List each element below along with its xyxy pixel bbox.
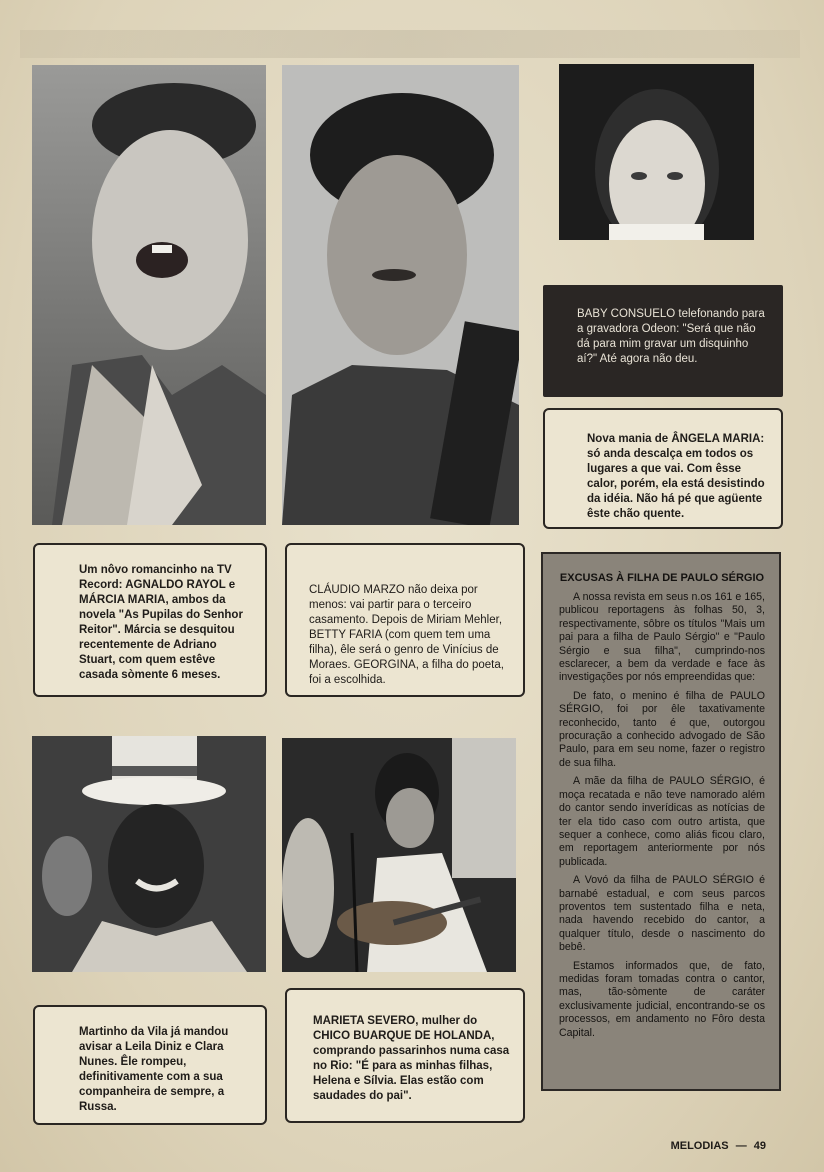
caption-claudio-marzo [285,543,525,697]
photo-baby-consuelo [559,64,754,240]
notice-paragraph: A Vovó da filha de PAULO SÉRGIO é barnabé estadual, e com seus parcos proventos tem sustentado filha e neta, nada havendo recebido do cantor, a qualquer título, desde o nascimento do bebê. [559,874,765,954]
notice-paragraph: De fato, o menino é filha de PAULO SÉRGIO, foi por êle taxativamente reconhecido, tanto é que, outorgou procuração a conhecido advogado de São Paulo, para em seu nome, fazer o registro de sua filha. [559,689,765,769]
caption-martinho-da-vila [33,1005,267,1125]
caption-angela-maria-text: Nova mania de ÂNGELA MARIA: só anda descalça em todos os lugares a que vai. Com êsse calor, porém, ela está desistindo da idéia. Não há pé que agüente êste chão quente. [587,433,765,520]
page-footer [667,1140,766,1152]
show-through-text [20,30,800,58]
caption-angela-maria [543,408,783,529]
caption-martinho-da-vila-text: Martinho da Vila já mandou avisar a Leila Diniz e Clara Nunes. Êle rompeu, definitivamente com a sua companheira de sempre, a Russa. [79,1026,229,1113]
photo-martinho-da-vila [32,736,266,972]
caption-agnaldo-rayol-text: Um nôvo romancinho na TV Record: AGNALDO RAYOL e MÁRCIA MARIA, ambos da novela "As Pupilas do Senhor Reitor". Márcia se desquitou recentemente de Adriano Stuart, com quem estêve casada sòmente 6 meses. [79,564,243,681]
notice-paragraph: A mãe da filha de PAULO SÉRGIO, é moça recatada e não teve namorado além do cantor sendo inverídicas as notícias de ter ela tido caso com outro artista, que sequer a conhece, como aliás ficou claro, em reportagem anteriormente por nós publicada. [559,775,765,868]
caption-baby-consuelo-text: BABY CONSUELO telefonando para a gravadora Odeon: "Será que não dá para mim gravar um disquinho aí?" Até agora não deu. [577,308,765,365]
photo-claudio-marzo [282,65,519,525]
notice-paragraph: A nossa revista em seus n.os 161 e 165, publicou reportagens às folhas 50, 3, respectivamente, sôbre os títulos "Mais um pai para a filha de Paulo Sérgio" e "Paulo Sérgio e sua filha", cumprindo-nos esclarecer, a bem da verdade e face às investigações por nós empreendidas que: [559,591,765,684]
footer-separator: — [735,1140,747,1152]
caption-baby-consuelo [543,285,783,397]
caption-agnaldo-rayol [33,543,267,697]
photo-agnaldo-rayol [32,65,266,525]
notice-excusas [541,552,781,1091]
magazine-name: MELODIAS [670,1140,729,1152]
notice-paragraph: Estamos informados que, de fato, medidas foram tomadas contra o cantor, mas, tão-sòmente de caráter exclusivamente judicial, encontrando-se os processos, em andamento no Fôro desta Capital. [559,959,765,1039]
caption-marieta-severo-text: MARIETA SEVERO, mulher do CHICO BUARQUE DE HOLANDA, comprando passarinhos numa casa no Rio: "É para as minhas filhas, Helena e Sílvia. Elas estão com saudades do pai". [313,1015,510,1102]
notice-title: EXCUSAS À FILHA DE PAULO SÉRGIO [559,572,765,584]
photo-chico-buarque [282,738,516,972]
caption-claudio-marzo-text: CLÁUDIO MARZO não deixa por menos: vai partir para o terceiro casamento. Depois de Miriam Mehler, BETTY FARIA (com quem tem uma filha), êle será o genro de Vinícius de Moraes. GEORGINA, a filha do poeta, foi a escolhida. [309,584,504,686]
caption-marieta-severo [285,988,525,1123]
page-number: 49 [753,1140,766,1152]
